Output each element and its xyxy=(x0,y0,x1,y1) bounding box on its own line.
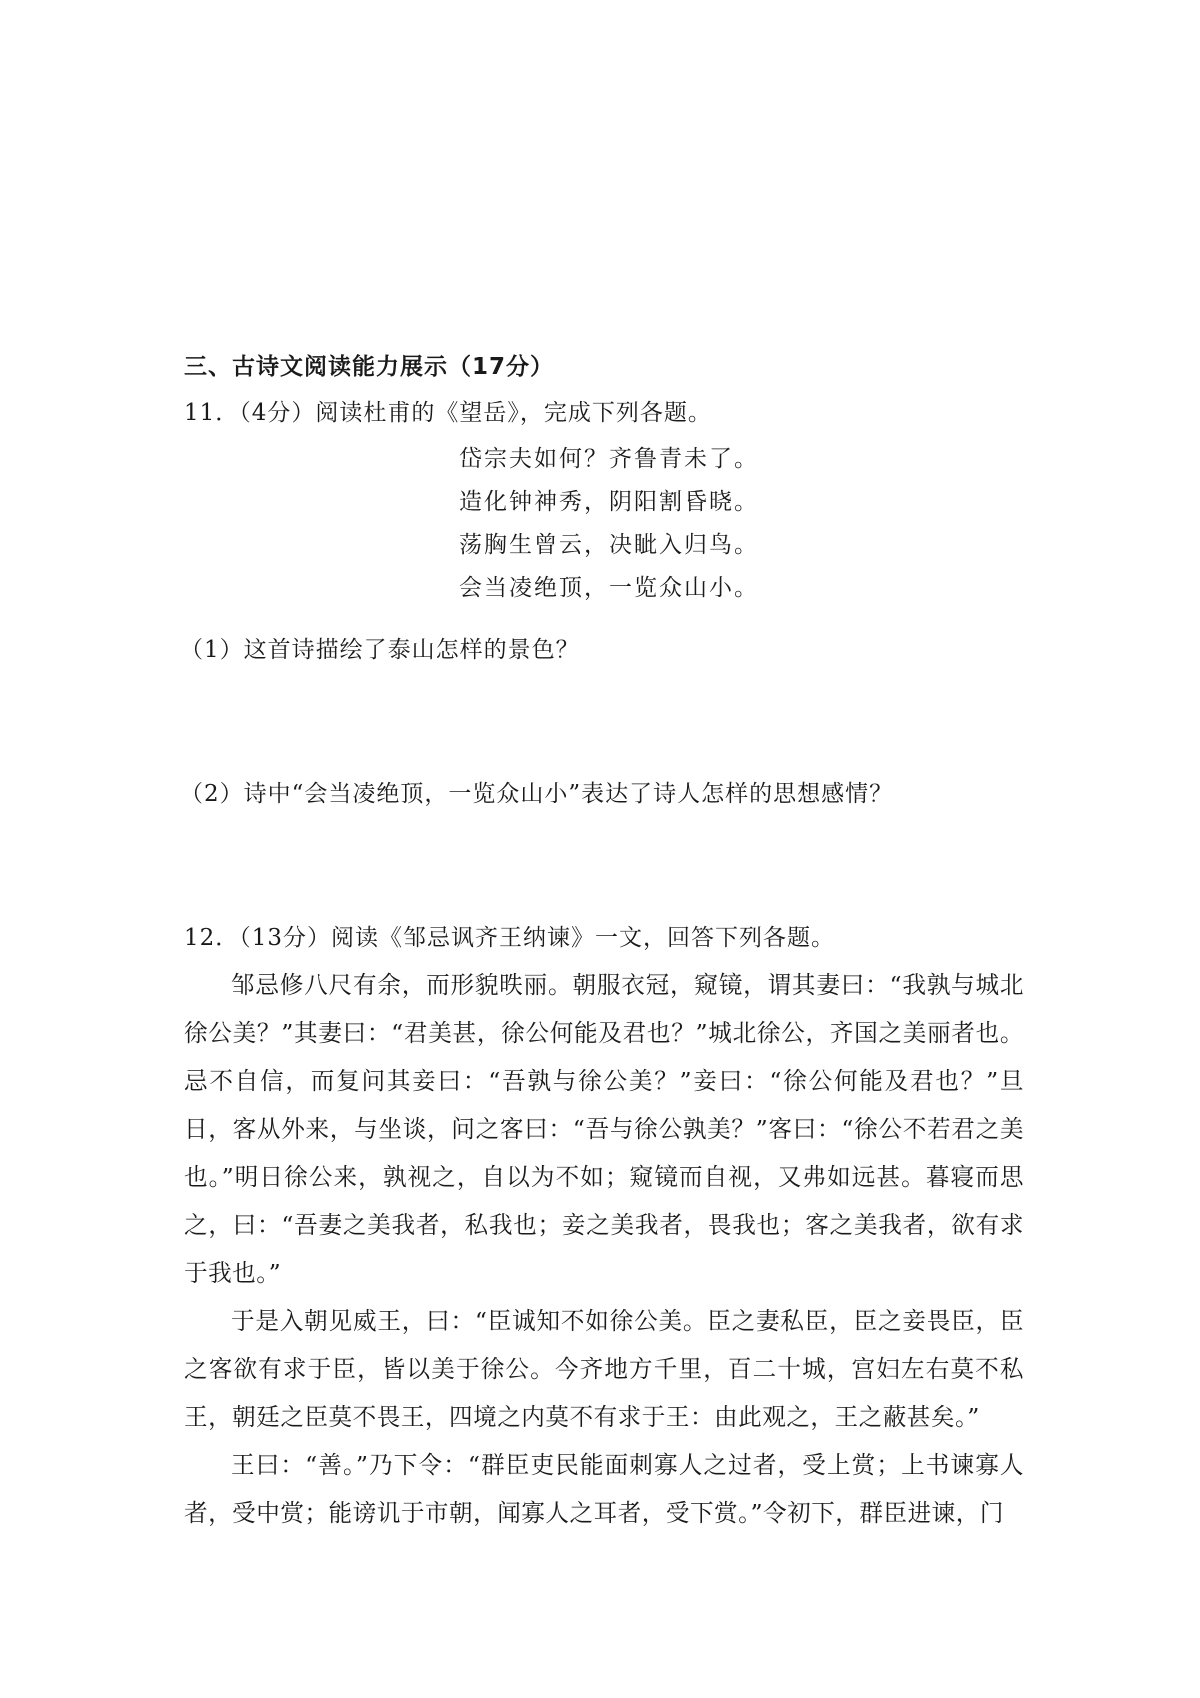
poem-wangyue xyxy=(459,440,759,612)
poem-line: 造化钟神秀，阴阳割昏晓。 xyxy=(459,489,759,515)
passage-paragraph: 于是入朝见威王，曰：“臣诚知不如徐公美。臣之妻私臣，臣之妾畏臣，臣之客欲有求于臣，皆以美于徐公。今齐地方千里，百二十城，宫妇左右莫不私王，朝廷之臣莫不畏王，四境之内莫不有求于王：由此观之，王之蔽甚矣。” xyxy=(184,1307,1024,1431)
section-title: 三、古诗文阅读能力展示（17分） xyxy=(184,354,555,380)
poem-line: 岱宗夫如何？齐鲁青未了。 xyxy=(459,446,759,472)
passage-zouji xyxy=(184,961,1024,1537)
question-11-sub-1: （1）这首诗描绘了泰山怎样的景色？ xyxy=(180,637,580,663)
question-11-header: 11．（4分）阅读杜甫的《望岳》，完成下列各题。 xyxy=(184,400,712,426)
question-12-header: 12．（13分）阅读《邹忌讽齐王纳谏》一文，回答下列各题。 xyxy=(184,925,836,951)
poem-line: 会当凌绝顶，一览众山小。 xyxy=(459,575,759,601)
passage-paragraph: 王曰：“善。”乃下令：“群臣吏民能面刺寡人之过者，受上赏；上书谏寡人者，受中赏；能谤讥于市朝，闻寡人之耳者，受下赏。”令初下，群臣进谏，门 xyxy=(184,1451,1024,1527)
question-11-sub-2: （2）诗中“会当凌绝顶，一览众山小”表达了诗人怎样的思想感情？ xyxy=(180,781,894,807)
passage-paragraph: 邹忌修八尺有余，而形貌昳丽。朝服衣冠，窥镜，谓其妻曰：“我孰与城北徐公美？”其妻曰：“君美甚，徐公何能及君也？”城北徐公，齐国之美丽者也。忌不自信，而复问其妾曰：“吾孰与徐公美？”妾曰：“徐公何能及君也？”旦日，客从外来，与坐谈，问之客曰：“吾与徐公孰美？”客曰：“徐公不若君之美也。”明日徐公来，孰视之，自以为不如；窥镜而自视，又弗如远甚。暮寝而思之，曰：“吾妻之美我者，私我也；妾之美我者，畏我也；客之美我者，欲有求于我也。” xyxy=(184,971,1024,1287)
poem-line: 荡胸生曾云，决眦入归鸟。 xyxy=(459,532,759,558)
